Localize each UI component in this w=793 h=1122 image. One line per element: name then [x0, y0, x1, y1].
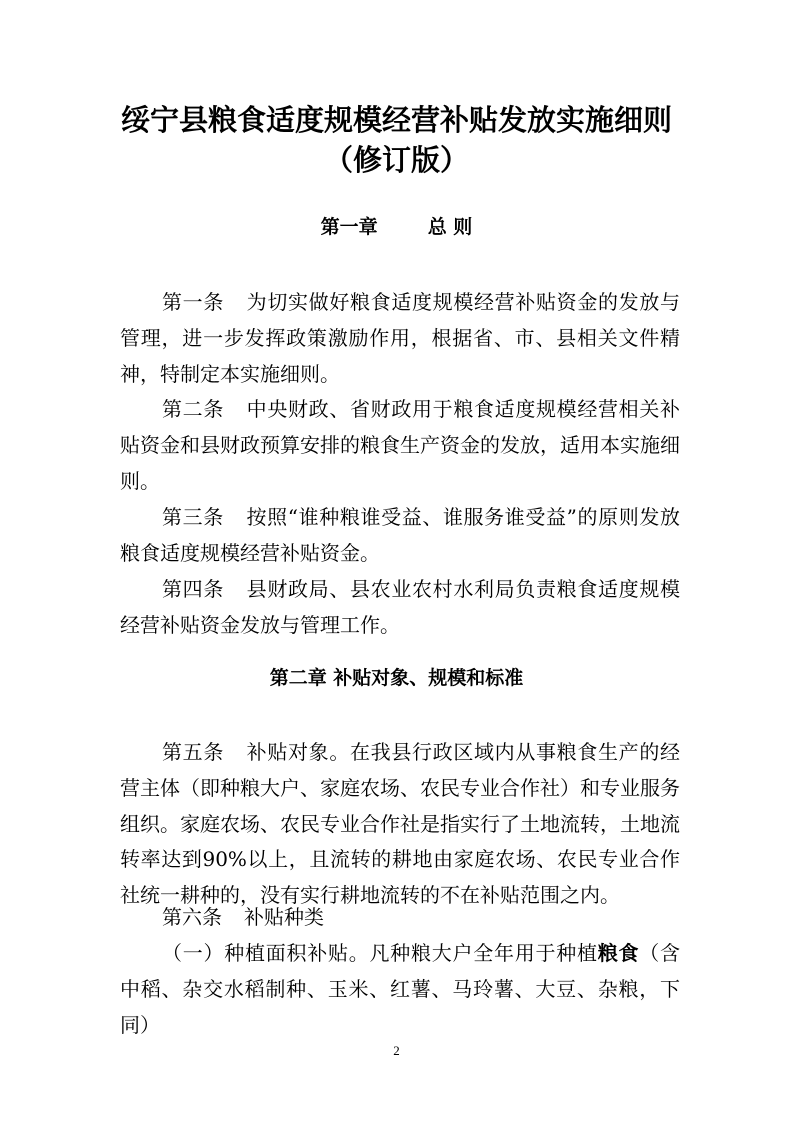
page-number: 2	[393, 1043, 400, 1058]
article-2-label: 第二条	[162, 397, 224, 421]
article-4-label: 第四条	[162, 577, 224, 601]
item-1-prefix: （一）种植面积补贴。凡种粮大户全年用于种植	[162, 941, 598, 965]
article-1-label: 第一条	[162, 290, 224, 314]
item-1-suffix: （含中稻、杂交水稻制种、玉米、红薯、马玲薯、大豆、杂粮，下同）	[120, 941, 680, 1037]
article-5-label: 第五条	[162, 740, 224, 764]
article-2-text: 中央财政、省财政用于粮食适度规模经营相关补贴资金和县财政预算安排的粮食生产资金的发放，适用本实施细则。	[120, 397, 680, 493]
article-6-text: 补贴种类	[244, 905, 324, 929]
chapter-1-number: 第一章	[320, 216, 378, 238]
item-1-bold-term: 粮食	[597, 941, 640, 965]
article-3-text: 按照“谁种粮谁受益、谁服务谁受益”的原则发放粮食适度规模经营补贴资金。	[120, 505, 681, 565]
chapter-1-heading	[0, 214, 793, 240]
article-6-label: 第六条	[162, 905, 222, 929]
chapter-2-heading: 第二章 补贴对象、规模和标准	[269, 667, 524, 689]
article-2	[120, 392, 680, 499]
article-6-item-1	[120, 936, 680, 1043]
article-1	[120, 285, 680, 392]
article-5-text: 补贴对象。在我县行政区域内从事粮食生产的经营主体（即种粮大户、家庭农场、农民专业合作社）和专业服务组织。家庭农场、农民专业合作社是指实行了土地流转，土地流转率达到90%以上，且流转的耕地由家庭农场、农民专业合作社统一耕种的，没有实行耕地流转的不在补贴范围之内。	[120, 740, 680, 908]
article-5	[120, 735, 680, 914]
document-subtitle: （修订版）	[323, 143, 469, 177]
article-1-text: 为切实做好粮食适度规模经营补贴资金的发放与管理，进一步发挥政策激励作用，根据省、市、县相关文件精神，特制定本实施细则。	[120, 290, 680, 386]
article-6	[120, 900, 680, 936]
article-3-label: 第三条	[162, 505, 224, 529]
article-4-text: 县财政局、县农业农村水利局负责粮食适度规模经营补贴资金发放与管理工作。	[120, 577, 680, 637]
article-4	[120, 572, 680, 644]
document-title: 绥宁县粮食适度规模经营补贴发放实施细则	[120, 103, 672, 137]
chapter-1-name: 总 则	[427, 216, 473, 238]
article-3	[120, 500, 680, 572]
